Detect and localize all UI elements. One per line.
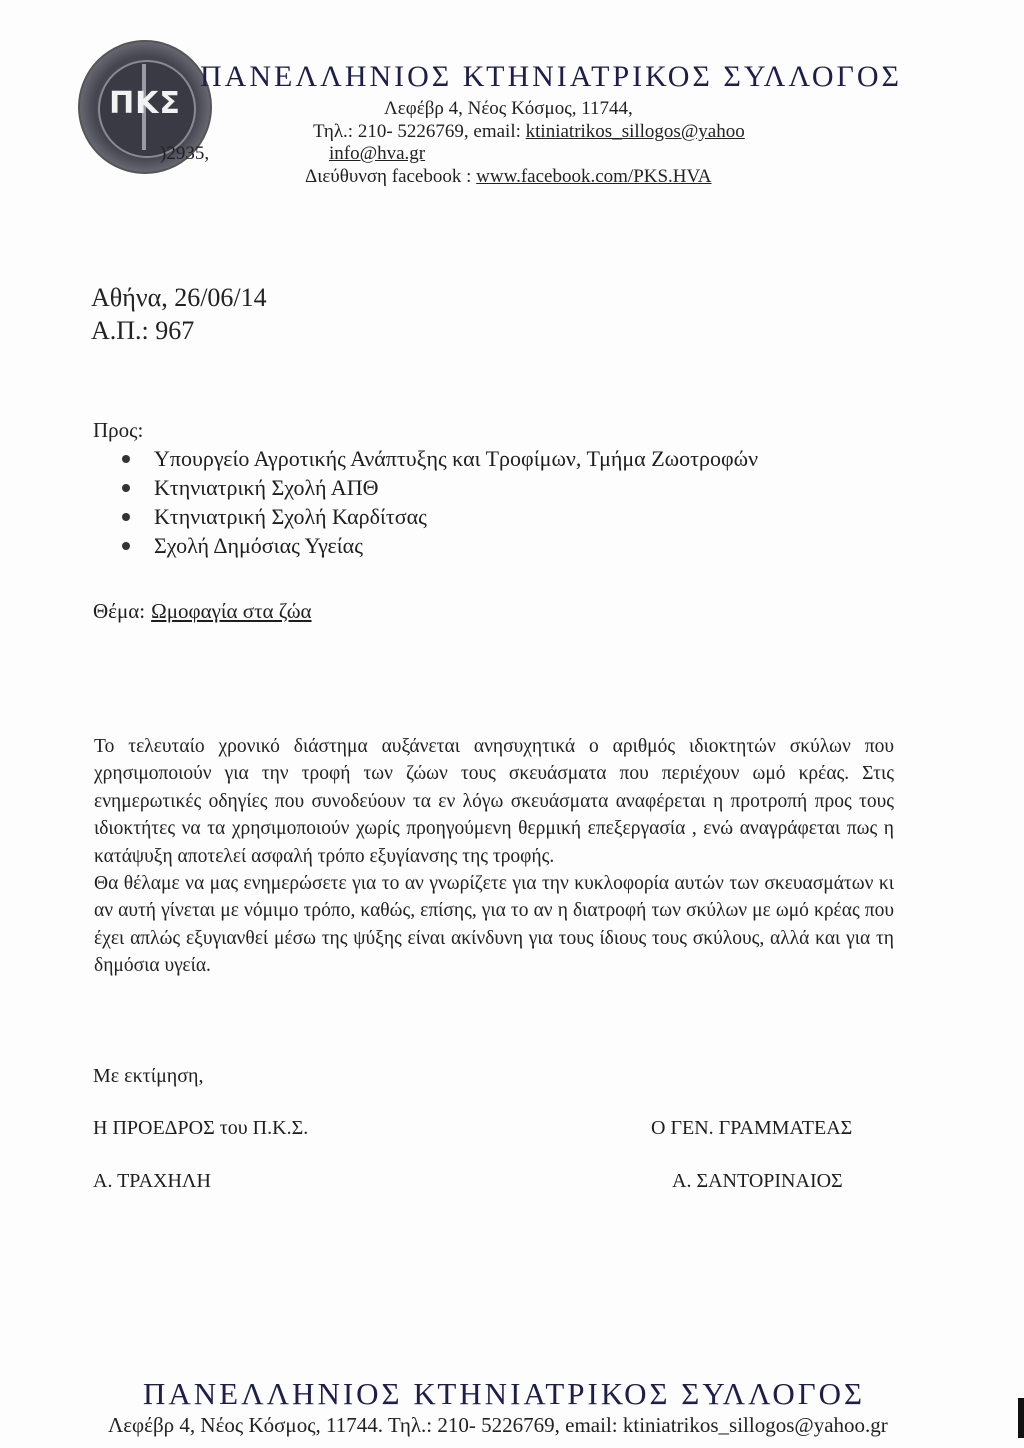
protocol-number: Α.Π.: 967 bbox=[91, 316, 195, 345]
recipient-item: Υπουργείο Αγροτικής Ανάπτυξης και Τροφίμων, Τμήμα Ζωοτροφών bbox=[120, 445, 758, 473]
header-facebook bbox=[305, 166, 712, 188]
header-org-name: ΠΑΝΕΛΛΗΝΙΟΣ ΚΤΗΝΙΑΤΡΙΚΟΣ ΣΥΛΛΟΓΟΣ bbox=[200, 60, 902, 93]
recipients-list bbox=[120, 445, 758, 560]
signatory-right-title: Ο ΓΕΝ. ΓΡΑΜΜΑΤΕΑΣ bbox=[651, 1117, 853, 1139]
subject-value: Ωμοφαγία στα ζώα bbox=[151, 599, 312, 623]
header-email-link[interactable]: ktiniatrikos_sillogos@yahoo bbox=[525, 121, 745, 142]
signatory-left-title: Η ΠΡΟΕΔΡΟΣ του Π.Κ.Σ. bbox=[93, 1117, 309, 1139]
recipient-item: Κτηνιατρική Σχολή ΑΠΘ bbox=[120, 474, 758, 502]
letter-date: Αθήνα, 26/06/14 bbox=[91, 283, 267, 312]
header-phone-email bbox=[313, 121, 745, 143]
body-paragraph-2: Θα θέλαμε να μας ενημερώσετε για το αν γνωρίζετε για την κυκλοφορία αυτών των σκευασμάτων κι αν αυτή γίνεται με νόμιμο τρόπο, καθώς, επίσης, για το αν η διατροφή των σκύλων με ωμό κρέας που έχει απλώς εξυγιανθεί μέσω της ψύξης είναι ακίνδυνη για τους ίδιους τους σκύλους, αλλά και για τη δημόσια υγεία. bbox=[94, 873, 894, 977]
bullet-icon bbox=[122, 542, 130, 550]
signatory-left-name: Α. ΤΡΑΧΗΛΗ bbox=[93, 1170, 211, 1192]
logo-lettering: ΠΚΣ bbox=[109, 86, 181, 121]
facebook-label: Διεύθυνση facebook : bbox=[305, 166, 477, 187]
footer-org-name: ΠΑΝΕΛΛΗΝΙΟΣ ΚΤΗΝΙΑΤΡΙΚΟΣ ΣΥΛΛΟΓΟΣ bbox=[143, 1376, 866, 1411]
scan-edge-mark bbox=[1018, 1398, 1024, 1438]
header-phone: Τηλ.: 210- 5226769, email: bbox=[313, 121, 526, 142]
closing-greeting: Με εκτίμηση, bbox=[93, 1065, 204, 1087]
subject-line bbox=[93, 599, 312, 624]
bullet-icon bbox=[122, 455, 130, 463]
bullet-icon bbox=[122, 484, 130, 492]
facebook-link[interactable]: www.facebook.com/PKS.HVA bbox=[476, 166, 712, 187]
bullet-icon bbox=[122, 513, 130, 521]
recipient-item: Σχολή Δημόσιας Υγείας bbox=[120, 532, 758, 560]
footer-contact: Λεφέβρ 4, Νέος Κόσμος, 11744. Τηλ.: 210- 5226769, email: ktiniatrikos_sillogos@yahoo.gr bbox=[108, 1413, 888, 1437]
recipient-item: Κτηνιατρική Σχολή Καρδίτσας bbox=[120, 503, 758, 531]
subject-label: Θέμα: bbox=[93, 599, 146, 623]
signatory-right-name: Α. ΣΑΝΤΟΡΙΝΑΙΟΣ bbox=[672, 1170, 843, 1192]
header-email2-link[interactable]: info@hva.gr bbox=[329, 143, 426, 164]
header-address: Λεφέβρ 4, Νέος Κόσμος, 11744, bbox=[384, 98, 633, 119]
recipients-label: Προς: bbox=[93, 418, 144, 442]
header-fax-fragment: )2935, bbox=[160, 143, 210, 164]
body-paragraph-1: Το τελευταίο χρονικό διάστημα αυξάνεται ανησυχητικά ο αριθμός ιδιοκτητών σκύλων που χρησιμοποιούν για την τροφή των ζώων τους σκευάσματα που περιέχουν ωμό κρέας. Στις ενημερωτικές οδηγίες που συνοδεύουν τα εν λόγω σκευάσματα αναφέρεται η προτροπή προς τους ιδιοκτήτες να τα χρησιμοποιούν χωρίς προηγούμενη θερμική επεξεργασία , ενώ αναγράφεται πως η κατάψυξη αποτελεί ασφαλή τρόπο εξυγίανσης της τροφής. bbox=[94, 736, 894, 867]
letter-body bbox=[94, 733, 894, 980]
